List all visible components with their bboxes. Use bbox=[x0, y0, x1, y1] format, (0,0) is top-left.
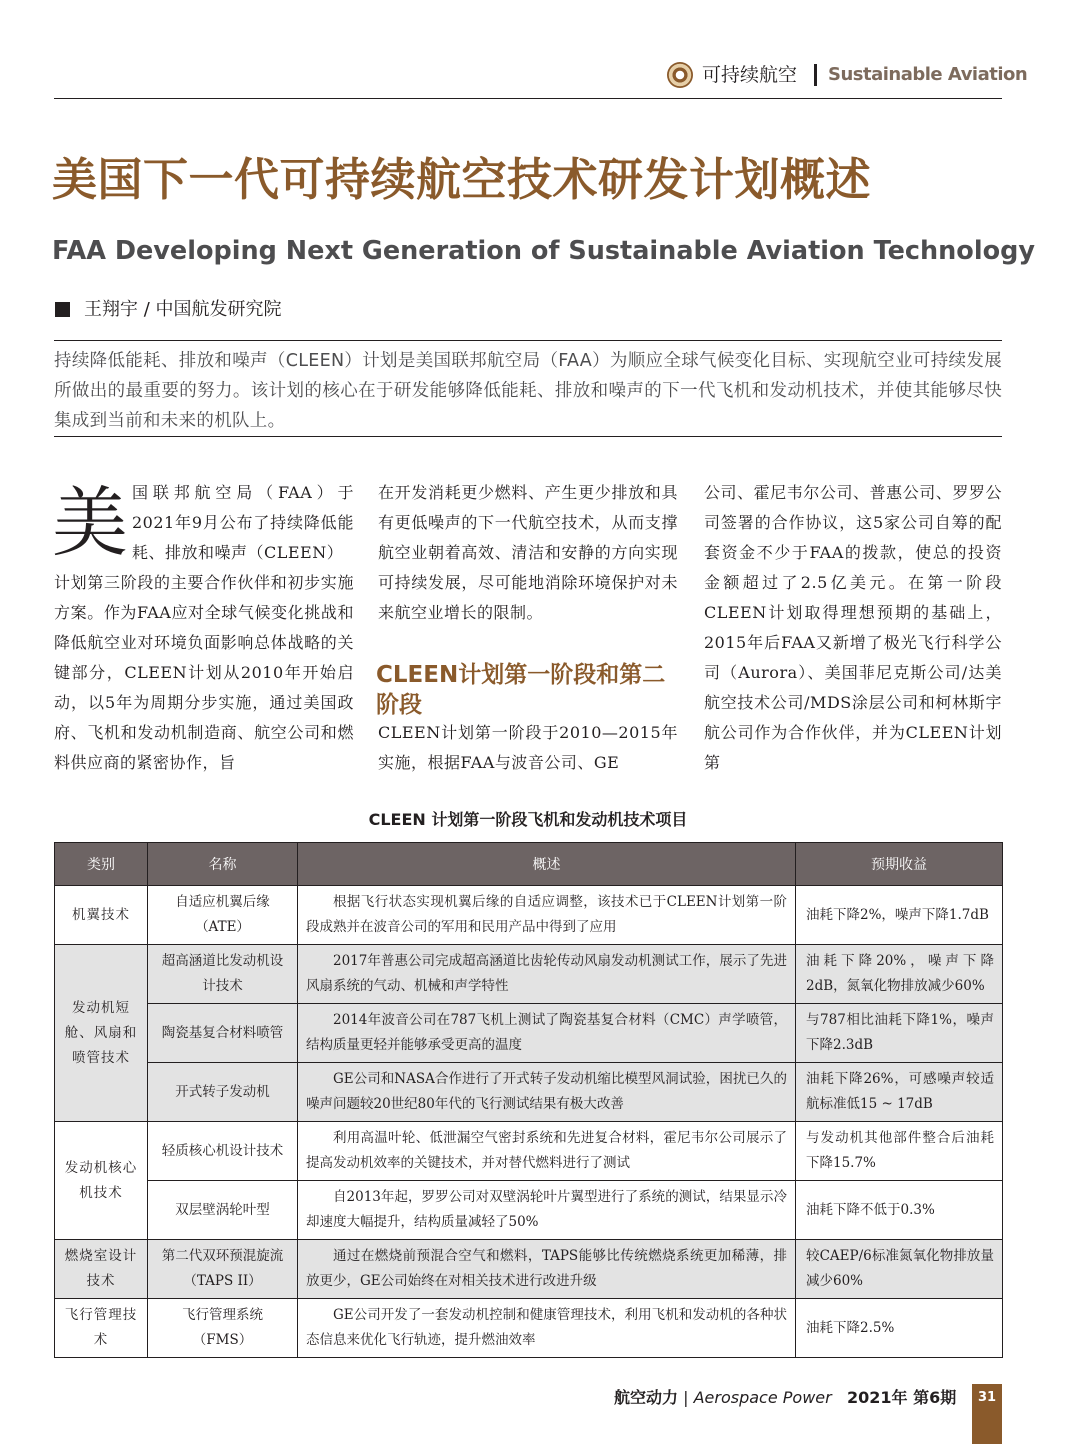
name-cell: 陶瓷基复合材料喷管 bbox=[148, 1004, 298, 1063]
name-cell: 飞行管理系统（FMS） bbox=[148, 1299, 298, 1358]
benefit-cell: 油耗下降20%，噪声下降2dB，氮氧化物排放减少60% bbox=[796, 945, 1003, 1004]
column-2-text: 在开发消耗更少燃料、产生更少排放和具有更低噪声的下一代航空技术，从而支撑航空业朝着高效、清洁和安静的方向实现可持续发展，尽可能地消除环境保护对未来航空业增长的限制。 bbox=[378, 483, 678, 622]
desc-cell: 利用高温叶轮、低泄漏空气密封系统和先进复合材料，霍尼韦尔公司展示了提高发动机效率的关键技术，并对替代燃料进行了测试 bbox=[298, 1122, 796, 1181]
journal-logo-icon bbox=[667, 62, 693, 88]
article-subtitle: FAA Developing Next Generation of Sustainable Aviation Technology bbox=[52, 236, 1035, 266]
benefit-cell: 与发动机其他部件整合后油耗下降15.7% bbox=[796, 1122, 1003, 1181]
footer-divider: | bbox=[683, 1388, 689, 1407]
column-1-intro: 国联邦航空局（FAA）于2021年9月公布了持续降低能耗、排放和噪声（CLEEN） bbox=[132, 483, 354, 562]
journal-name-en: Aerospace Power bbox=[693, 1388, 832, 1407]
journal-name-cn: 航空动力 bbox=[614, 1388, 679, 1407]
benefit-cell: 较CAEP/6标准氮氧化物排放量减少60% bbox=[796, 1240, 1003, 1299]
desc-cell: 根据飞行状态实现机翼后缘的自适应调整，该技术已于CLEEN计划第一阶段成熟并在波音公司的军用和民用产品中得到了应用 bbox=[298, 886, 796, 945]
table-row bbox=[55, 1122, 1003, 1181]
name-cell: 超高涵道比发动机设计技术 bbox=[148, 945, 298, 1004]
table-row bbox=[55, 1063, 1003, 1122]
abstract-rule-top bbox=[54, 340, 1002, 341]
name-cell: 双层壁涡轮叶型 bbox=[148, 1181, 298, 1240]
table-row bbox=[55, 1299, 1003, 1358]
table-row bbox=[55, 1004, 1003, 1063]
abstract: 持续降低能耗、排放和噪声（CLEEN）计划是美国联邦航空局（FAA）为顺应全球气候变化目标、实现航空业可持续发展所做出的最重要的努力。该计划的核心在于研发能够降低能耗、排放和噪声的下一代飞机和发动机技术，并使其能够尽快集成到当前和未来的机队上。 bbox=[54, 351, 1002, 431]
desc-cell: 自2013年起，罗罗公司对双壁涡轮叶片翼型进行了系统的测试，结果显示冷却速度大幅提升，结构质量减轻了50% bbox=[298, 1181, 796, 1240]
category-cell: 发动机短舱、风扇和喷管技术 bbox=[55, 945, 148, 1122]
name-cell: 自适应机翼后缘（ATE） bbox=[148, 886, 298, 945]
category-cell: 机翼技术 bbox=[55, 886, 148, 945]
benefit-cell: 与787相比油耗下降1%，噪声下降2.3dB bbox=[796, 1004, 1003, 1063]
abstract-rule-bottom bbox=[54, 436, 1002, 437]
name-cell: 第二代双环预混旋流（TAPS II） bbox=[148, 1240, 298, 1299]
desc-cell: 2017年普惠公司完成超高涵道比齿轮传动风扇发动机测试工作，展示了先进风扇系统的气动、机械和声学特性 bbox=[298, 945, 796, 1004]
name-cell: 轻质核心机设计技术 bbox=[148, 1122, 298, 1181]
category-cell: 燃烧室设计技术 bbox=[55, 1240, 148, 1299]
benefit-cell: 油耗下降26%，可感噪声较适航标准低15 ~ 17dB bbox=[796, 1063, 1003, 1122]
header-overview: 概述 bbox=[298, 843, 796, 886]
section-heading: CLEEN计划第一阶段和第二阶段 bbox=[376, 662, 666, 718]
page-number: 31 bbox=[972, 1384, 1002, 1444]
drop-cap: 美 bbox=[52, 478, 128, 567]
desc-cell: GE公司开发了一套发动机控制和健康管理技术，利用飞机和发动机的各种状态信息来优化飞行轨迹，提升燃油效率 bbox=[298, 1299, 796, 1358]
technology-table bbox=[54, 842, 1003, 1358]
header-name: 名称 bbox=[148, 843, 298, 886]
table-row bbox=[55, 1181, 1003, 1240]
category-cell: 发动机核心机技术 bbox=[55, 1122, 148, 1240]
column-1-text: 计划第三阶段的主要合作伙伴和初步实施方案。作为FAA应对全球气候变化挑战和降低航空业对环境负面影响总体战略的关键部分，CLEEN计划从2010年开始启动，以5年为周期分步实施，通过美国政府、飞机和发动机制造商、航空公司和燃料供应商的紧密协作，旨 bbox=[54, 573, 354, 772]
benefit-cell: 油耗下降不低于0.3% bbox=[796, 1181, 1003, 1240]
desc-cell: 2014年波音公司在787飞机上测试了陶瓷基复合材料（CMC）声学喷管，结构质量更轻并能够承受更高的温度 bbox=[298, 1004, 796, 1063]
desc-cell: GE公司和NASA合作进行了开式转子发动机缩比模型风洞试验，困扰已久的噪声问题较20世纪80年代的飞行测试结果有极大改善 bbox=[298, 1063, 796, 1122]
table-header-row bbox=[55, 843, 1003, 886]
header-benefit: 预期收益 bbox=[796, 843, 1003, 886]
table-row bbox=[55, 945, 1003, 1004]
desc-cell: 通过在燃烧前预混合空气和燃料，TAPS能够比传统燃烧系统更加稀薄，排放更少，GE公司始终在对相关技术进行改进升级 bbox=[298, 1240, 796, 1299]
table-row bbox=[55, 886, 1003, 945]
article-title: 美国下一代可持续航空技术研发计划概述 bbox=[52, 153, 872, 206]
column-2-section-text: CLEEN计划第一阶段于2010—2015年实施，根据FAA与波音公司、GE bbox=[378, 723, 678, 772]
name-cell: 开式转子发动机 bbox=[148, 1063, 298, 1122]
benefit-cell: 油耗下降2.5% bbox=[796, 1299, 1003, 1358]
table-caption: CLEEN 计划第一阶段飞机和发动机技术项目 bbox=[368, 810, 688, 829]
header-divider bbox=[814, 64, 817, 86]
author-line: 王翔宇 / 中国航发研究院 bbox=[84, 299, 282, 320]
category-cell: 飞行管理技术 bbox=[55, 1299, 148, 1358]
header-category: 类别 bbox=[55, 843, 148, 886]
issue-label: 2021年 第6期 bbox=[846, 1388, 957, 1407]
author-marker-icon bbox=[55, 302, 70, 317]
section-label-en: Sustainable Aviation bbox=[828, 64, 1028, 85]
footer-journal bbox=[614, 1386, 956, 1410]
section-label-cn: 可持续航空 bbox=[702, 64, 798, 86]
benefit-cell: 油耗下降2%，噪声下降1.7dB bbox=[796, 886, 1003, 945]
header-rule bbox=[54, 98, 1002, 99]
table-row bbox=[55, 1240, 1003, 1299]
column-3-text: 公司、霍尼韦尔公司、普惠公司、罗罗公司签署的合作协议，这5家公司自筹的配套资金不少于FAA的拨款，使总的投资金额超过了2.5亿美元。在第一阶段CLEEN计划取得理想预期的基础上，2015年后FAA又新增了极光飞行科学公司（Aurora）、美国菲尼克斯公司/达美航空技术公司/MDS涂层公司和柯林斯宇航公司作为合作伙伴，并为CLEEN计划第 bbox=[704, 483, 1002, 772]
